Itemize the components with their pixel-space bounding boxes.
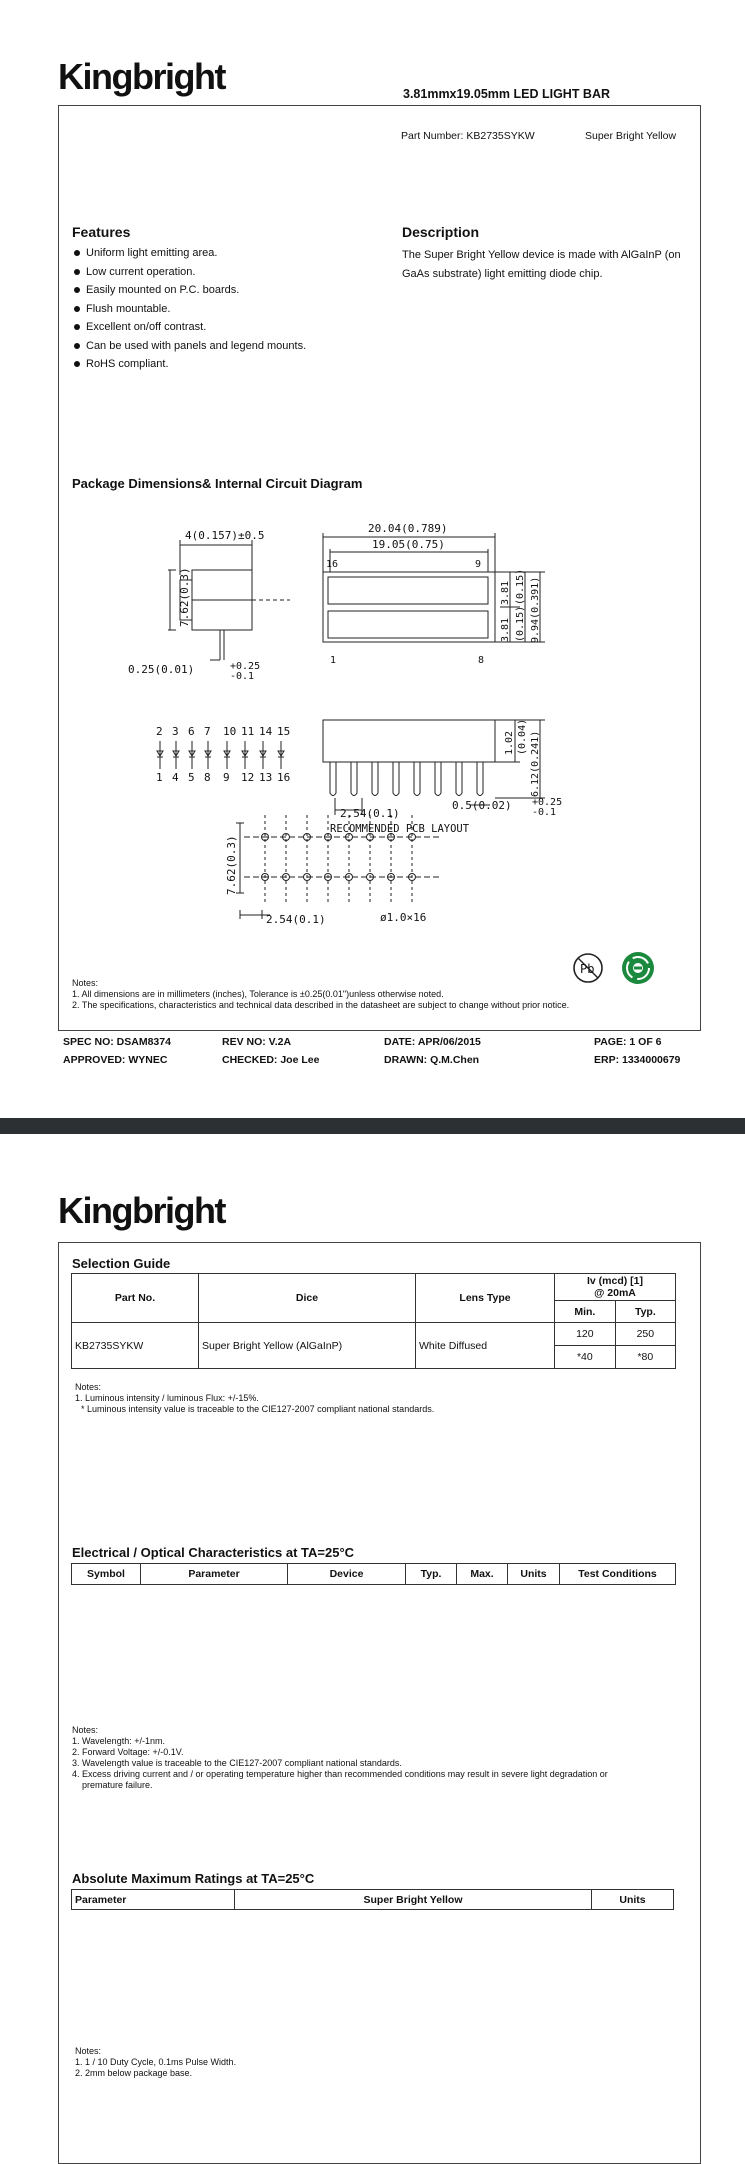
feature-item: Easily mounted on P.C. boards. xyxy=(72,281,372,300)
dim-pcb-pitch: 2.54(0.1) xyxy=(266,913,326,926)
features-list xyxy=(72,244,372,374)
cell-min: 120 xyxy=(555,1323,616,1346)
spec-number: SPEC NO: DSAM8374 xyxy=(63,1036,171,1048)
note-item: 4. Excess driving current and / or operating temperature higher than recommended conditions may result in severe light degradation or xyxy=(72,1769,608,1779)
feature-item: Flush mountable. xyxy=(72,300,372,319)
feature-item: Uniform light emitting area. xyxy=(72,244,372,263)
circuit-pin-bottom: 4 xyxy=(172,771,179,784)
note-item: 2. The specifications, characteristics and technical data described in the datasheet are subject to change without prior notice. xyxy=(72,1000,570,1010)
dim-lead-tol-plus: +0.25 xyxy=(230,661,261,672)
cell-dice: Super Bright Yellow (AlGaInP) xyxy=(199,1323,416,1369)
feature-item: RoHS compliant. xyxy=(72,355,372,374)
package-lead xyxy=(456,762,462,796)
note-item: 2. 2mm below package base. xyxy=(75,2068,193,2078)
page-indicator: PAGE: 1 OF 6 xyxy=(594,1036,662,1048)
package-lead xyxy=(372,762,378,796)
absolute-max-table xyxy=(71,1889,674,1910)
dim-segment-2: 3.81 xyxy=(500,617,511,642)
description-heading: Description xyxy=(402,224,480,240)
dim-total-length: 20.04(0.789) xyxy=(368,522,448,535)
package-lead xyxy=(393,762,399,796)
col-device: Device xyxy=(288,1564,406,1585)
package-heading: Package Dimensions& Internal Circuit Diagram xyxy=(72,476,363,491)
col-part-number: Part No. xyxy=(72,1274,199,1323)
cell-part-number: KB2735SYKW xyxy=(72,1323,199,1369)
circuit-pin-bottom: 5 xyxy=(188,771,195,784)
package-lead xyxy=(330,762,336,796)
pb-mark-text: Pb xyxy=(580,962,595,976)
dim-standoff-in: (0.04) xyxy=(517,718,528,755)
erp-number: ERP: 1334000679 xyxy=(594,1054,681,1066)
col-parameter: Parameter xyxy=(141,1564,288,1585)
circuit-pin-top: 14 xyxy=(259,725,273,738)
circuit-pin-top: 3 xyxy=(172,725,179,738)
circuit-pin-top: 2 xyxy=(156,725,163,738)
notes-label: Notes: xyxy=(75,2046,102,2056)
cell-typ-ref: *80 xyxy=(615,1346,675,1369)
cell-min-ref: *40 xyxy=(555,1346,616,1369)
feature-item: Low current operation. xyxy=(72,263,372,282)
pb-free-icon xyxy=(572,952,604,984)
brand-logo: Kingbright xyxy=(58,1190,225,1231)
feature-item: Excellent on/off contrast. xyxy=(72,318,372,337)
col-typ: Typ. xyxy=(406,1564,457,1585)
description-text: The Super Bright Yellow device is made with AlGaInP (on GaAs substrate) light emitting diode chip. xyxy=(402,249,681,280)
cell-typ: 250 xyxy=(615,1323,675,1346)
package-lead xyxy=(414,762,420,796)
page1-notes xyxy=(72,978,569,1011)
note-item: 2. Forward Voltage: +/-0.1V. xyxy=(72,1747,184,1757)
circuit-pin-top: 6 xyxy=(188,725,195,738)
document-title: 3.81mmx19.05mm LED LIGHT BAR xyxy=(403,87,611,101)
circuit-pin-top: 11 xyxy=(241,725,255,738)
iv-subheader: @ 20mA xyxy=(594,1287,636,1299)
note-item: 1. 1 / 10 Duty Cycle, 0.1ms Pulse Width. xyxy=(75,2057,237,2067)
package-dimension-drawing xyxy=(128,515,580,935)
rohs-eco-icon xyxy=(620,950,656,986)
circuit-pin-top: 10 xyxy=(223,725,237,738)
document-date: DATE: APR/06/2015 xyxy=(384,1036,481,1048)
dim-lead-tol-minus: -0.1 xyxy=(230,671,255,682)
note-item: 1. All dimensions are in millimeters (inches), Tolerance is ±0.25(0.01")unless otherwise noted. xyxy=(72,989,444,999)
note-item: 3. Wavelength value is traceable to the CIE127-2007 compliant national standards. xyxy=(72,1758,402,1768)
iv-header: Iv (mcd) [1] xyxy=(586,1275,643,1287)
brand-logo: Kingbright xyxy=(58,56,225,97)
drawn-by: DRAWN: Q.M.Chen xyxy=(384,1054,480,1066)
dim-pcb-hole: ø1.0×16 xyxy=(380,911,427,924)
selection-guide-table xyxy=(71,1273,676,1369)
col-units: Units xyxy=(508,1564,560,1585)
circuit-pin-bottom: 16 xyxy=(277,771,291,784)
page-separator xyxy=(0,1118,745,1134)
dim-segment-1: 3.81 xyxy=(500,580,511,605)
notes-label: Notes: xyxy=(72,1725,99,1735)
pin-8-label: 8 xyxy=(478,655,485,666)
note-item: 1. Wavelength: +/-1nm. xyxy=(72,1736,165,1746)
circuit-pin-top: 15 xyxy=(277,725,291,738)
electrical-heading: Electrical / Optical Characteristics at TA=25°C xyxy=(72,1545,355,1560)
features-heading: Features xyxy=(72,224,131,240)
col-lens-type: Lens Type xyxy=(416,1274,555,1323)
dim-lead: 0.25(0.01) xyxy=(128,663,195,676)
pcb-layout-label: RECOMMENDED PCB LAYOUT xyxy=(330,823,470,835)
selection-notes xyxy=(75,1382,434,1415)
circuit-pin-top: 7 xyxy=(204,725,211,738)
col-parameter: Parameter xyxy=(72,1890,235,1910)
note-item: 1. Luminous intensity / luminous Flux: +/-15%. xyxy=(75,1393,259,1403)
col-test-conditions: Test Conditions xyxy=(560,1564,676,1585)
page2-frame xyxy=(58,1242,701,2164)
col-symbol: Symbol xyxy=(72,1564,141,1585)
circuit-pin-bottom: 9 xyxy=(223,771,230,784)
circuit-pin-bottom: 13 xyxy=(259,771,273,784)
package-lead xyxy=(351,762,357,796)
electrical-table xyxy=(71,1563,676,1585)
circuit-pin-bottom: 1 xyxy=(156,771,163,784)
dim-lead-length: 6.12(0.241) xyxy=(530,730,541,797)
dim-span: 19.05(0.75) xyxy=(372,538,445,551)
revision-number: REV NO: V.2A xyxy=(222,1036,292,1048)
note-item: * Luminous intensity value is traceable to the CIE127-2007 compliant national standards. xyxy=(81,1404,435,1414)
dim-pin-width-plus: +0.25 xyxy=(532,797,563,808)
col-dice: Dice xyxy=(199,1274,416,1323)
dim-body-height: 7.62(0.3) xyxy=(178,567,191,627)
electrical-notes xyxy=(72,1725,608,1791)
notes-label: Notes: xyxy=(75,1382,102,1392)
selection-guide-heading: Selection Guide xyxy=(72,1256,171,1271)
cell-lens-type: White Diffused xyxy=(416,1323,555,1369)
pin-9-label: 9 xyxy=(475,559,482,570)
dim-segment-2-in: (0.15) xyxy=(515,605,526,642)
dim-body-width: 4(0.157)±0.5 xyxy=(185,529,265,542)
dim-full-height: 9.94(0.391) xyxy=(530,576,541,643)
absolute-notes xyxy=(75,2046,236,2079)
color-name: Super Bright Yellow xyxy=(585,130,677,142)
notes-label: Notes: xyxy=(72,978,99,988)
dim-pin-width-minus: -0.1 xyxy=(532,807,557,818)
dim-pin-width: 0.5(0.02) xyxy=(452,799,512,812)
dim-pcb-height: 7.62(0.3) xyxy=(225,835,238,895)
absolute-max-heading: Absolute Maximum Ratings at TA=25°C xyxy=(72,1871,315,1886)
dim-pitch: 2.54(0.1) xyxy=(340,807,400,820)
circuit-pin-bottom: 8 xyxy=(204,771,211,784)
package-lead xyxy=(435,762,441,796)
col-super-bright-yellow: Super Bright Yellow xyxy=(235,1890,592,1910)
circuit-pin-bottom: 12 xyxy=(241,771,255,784)
package-lead xyxy=(477,762,483,796)
col-luminous-intensity xyxy=(555,1274,676,1301)
dim-segment-1-in: (0.15) xyxy=(515,568,526,605)
col-typ: Typ. xyxy=(615,1301,675,1323)
col-min: Min. xyxy=(555,1301,616,1323)
approved-by: APPROVED: WYNEC xyxy=(63,1054,168,1066)
feature-item: Can be used with panels and legend mounts. xyxy=(72,337,372,356)
checked-by: CHECKED: Joe Lee xyxy=(222,1054,320,1066)
col-max: Max. xyxy=(457,1564,508,1585)
part-number: Part Number: KB2735SYKW xyxy=(401,130,535,142)
pin-16-label: 16 xyxy=(326,559,339,570)
note-item: premature failure. xyxy=(82,1780,153,1790)
dim-standoff: 1.02 xyxy=(504,730,515,755)
col-units: Units xyxy=(592,1890,674,1910)
pin-1-label: 1 xyxy=(330,655,337,666)
